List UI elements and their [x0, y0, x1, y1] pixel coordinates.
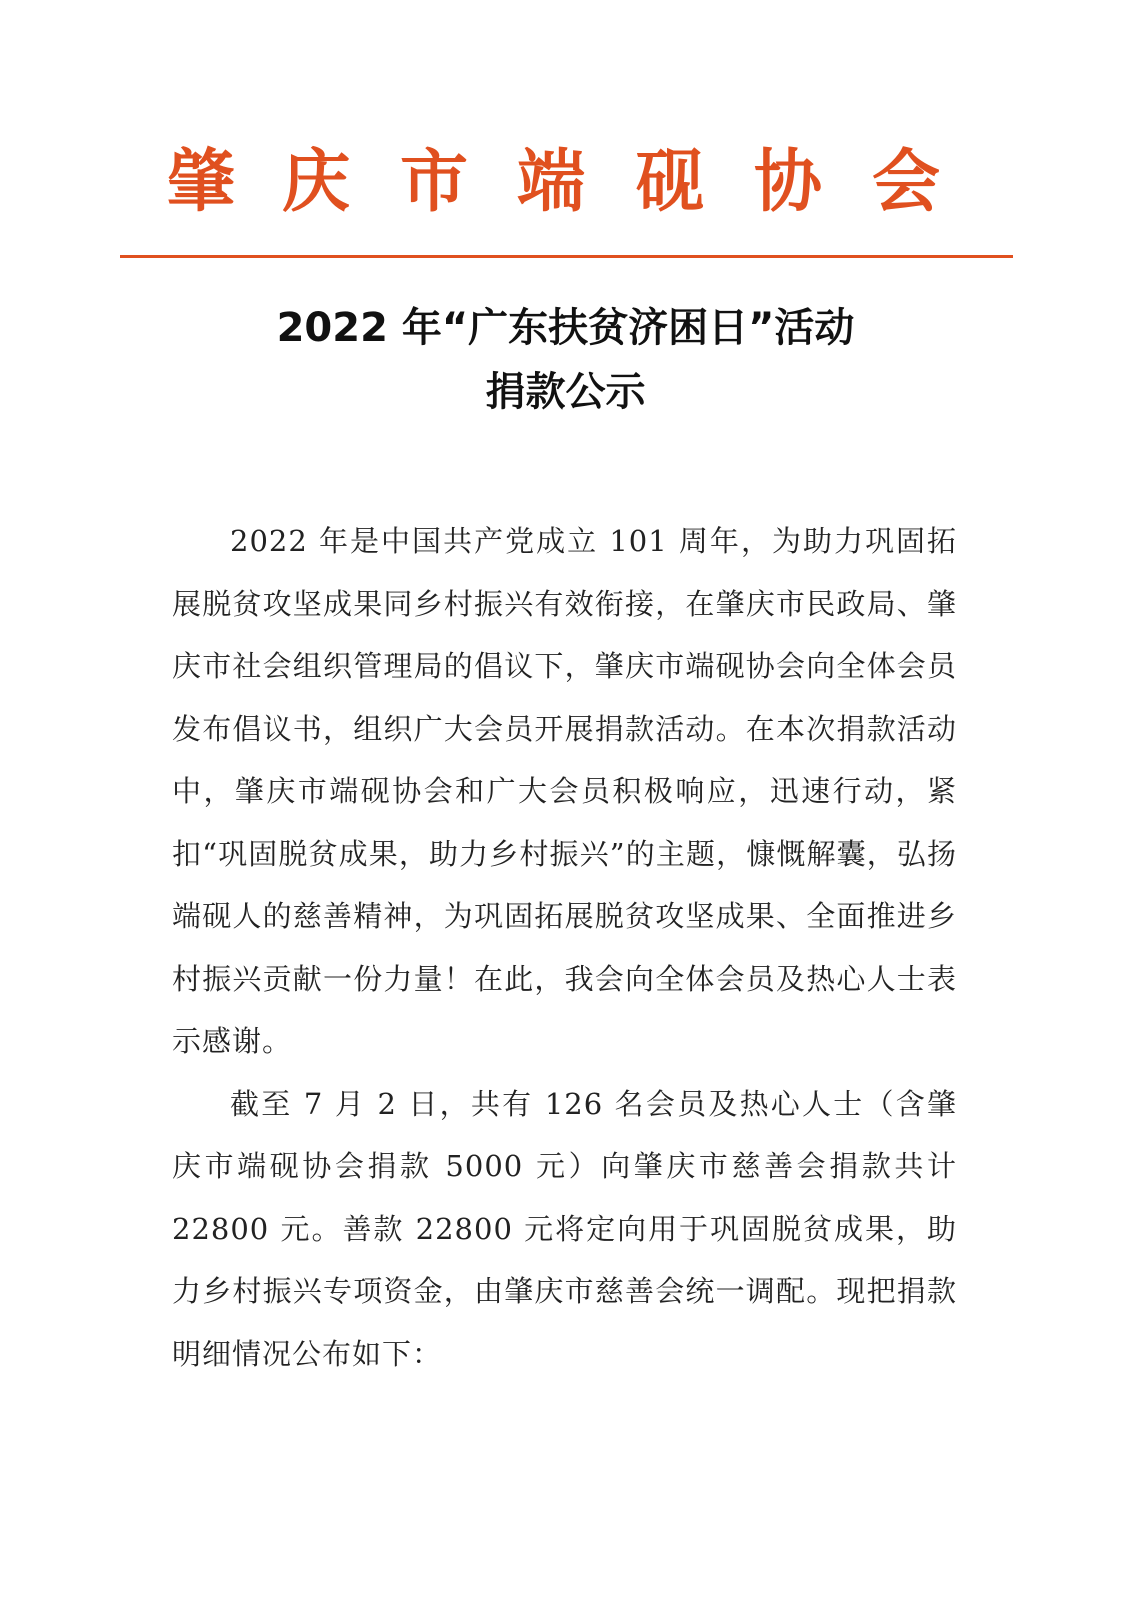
letterhead-char: 市 — [399, 143, 468, 222]
document-title-line-2: 捐款公示 — [485, 369, 646, 415]
letterhead-organization-name — [0, 138, 1131, 228]
document-title — [0, 296, 1131, 424]
letterhead-char: 肇 — [166, 143, 235, 222]
body-paragraph-1: 2022 年是中国共产党成立 101 周年，为助力巩固拓展脱贫攻坚成果同乡村振兴有效衔接，在肇庆市民政局、肇庆市社会组织管理局的倡议下，肇庆市端砚协会向全体会员发布倡议书，组织广大会员开展捐款活动。在本次捐款活动中，肇庆市端砚协会和广大会员积极响应，迅速行动，紧扣“巩固脱贫成果，助力乡村振兴”的主题，慷慨解囊，弘扬端砚人的慈善精神，为巩固拓展脱贫攻坚成果、全面推进乡村振兴贡献一份力量！在此，我会向全体会员及热心人士表示感谢。 — [172, 524, 957, 1058]
letterhead-char: 协 — [753, 143, 822, 222]
letterhead-char: 会 — [871, 143, 940, 222]
letterhead-char: 庆 — [281, 143, 350, 222]
letterhead-char: 砚 — [635, 143, 704, 222]
letterhead-divider — [120, 255, 1013, 258]
letterhead-char: 端 — [516, 143, 585, 222]
document-title-line-1: 2022 年“广东扶贫济困日”活动 — [276, 305, 855, 351]
document-body — [172, 510, 957, 1385]
body-paragraph-2: 截至 7 月 2 日，共有 126 名会员及热心人士（含肇庆市端砚协会捐款 5000 元）向肇庆市慈善会捐款共计 22800 元。善款 22800 元将定向用于巩固脱贫成果，助力乡村振兴专项资金，由肇庆市慈善会统一调配。现把捐款明细情况公布如下： — [172, 1086, 957, 1371]
